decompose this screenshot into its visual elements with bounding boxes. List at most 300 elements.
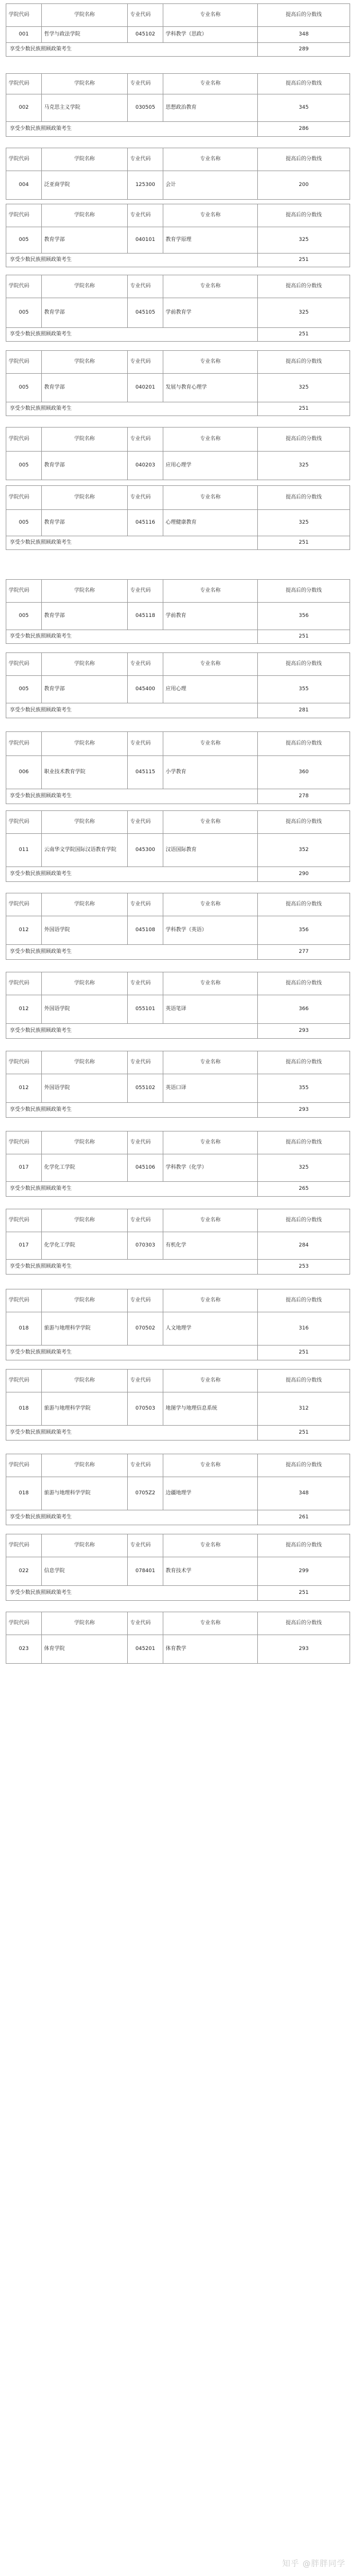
- college-name: 旅游与地理科学学院: [42, 1312, 128, 1346]
- minority-policy-label: 享受少数民族照顾政策考生: [6, 328, 258, 342]
- table-row: [6, 995, 350, 1024]
- major-name: 应用心理: [163, 676, 258, 703]
- score-line: 293: [258, 1635, 350, 1664]
- major-code: 045400: [128, 676, 163, 703]
- minority-policy-label: 享受少数民族照顾政策考生: [6, 630, 258, 644]
- minority-policy-score: 277: [258, 945, 350, 960]
- header-cell: 专业代码: [128, 148, 163, 171]
- header-row: [6, 811, 350, 834]
- major-name: 边疆地理学: [163, 1477, 258, 1510]
- table-row: [6, 1312, 350, 1346]
- header-cell: 专业名称: [163, 893, 258, 916]
- header-cell: 学院名称: [42, 1370, 128, 1392]
- header-cell: 学院名称: [42, 653, 128, 676]
- header-cell: 专业名称: [163, 4, 258, 27]
- header-row: [6, 580, 350, 603]
- header-cell: 专业代码: [128, 653, 163, 676]
- score-table: [6, 1369, 350, 1441]
- minority-policy-label: 享受少数民族照顾政策考生: [6, 536, 258, 550]
- score-line: 352: [258, 834, 350, 867]
- minority-policy-label: 享受少数民族照顾政策考生: [6, 254, 258, 267]
- college-code: 001: [6, 27, 42, 43]
- minority-policy-row: [6, 1103, 350, 1118]
- header-cell: 专业名称: [163, 204, 258, 227]
- header-cell: 学院代码: [6, 893, 42, 916]
- header-row: [6, 1612, 350, 1635]
- minority-policy-score: 253: [258, 1260, 350, 1275]
- header-cell: 学院名称: [42, 1289, 128, 1312]
- major-code: 045201: [128, 1635, 163, 1664]
- minority-policy-score: 251: [258, 1586, 350, 1601]
- score-line: 355: [258, 676, 350, 703]
- header-cell: 专业代码: [128, 486, 163, 510]
- major-name: 有机化学: [163, 1232, 258, 1260]
- header-cell: 提高后的分数线: [258, 204, 350, 227]
- header-cell: 学院名称: [42, 204, 128, 227]
- header-cell: 学院代码: [6, 972, 42, 995]
- header-cell: 学院名称: [42, 428, 128, 452]
- college-name: 旅游与地理科学学院: [42, 1392, 128, 1426]
- table-row: [6, 374, 350, 402]
- minority-policy-label: 享受少数民族照顾政策考生: [6, 945, 258, 960]
- college-code: 005: [6, 676, 42, 703]
- header-cell: 学院名称: [42, 1051, 128, 1074]
- college-code: 023: [6, 1635, 42, 1664]
- college-name: 教育学部: [42, 452, 128, 480]
- header-cell: 提高后的分数线: [258, 486, 350, 510]
- score-line: 316: [258, 1312, 350, 1346]
- header-cell: 提高后的分数线: [258, 148, 350, 171]
- major-name: 学科教学（英语）: [163, 916, 258, 945]
- college-name: 教育学部: [42, 676, 128, 703]
- major-name: 小学教育: [163, 756, 258, 789]
- table-row: [6, 452, 350, 480]
- header-row: [6, 428, 350, 452]
- header-cell: 学院名称: [42, 1454, 128, 1477]
- college-name: 信息学院: [42, 1557, 128, 1586]
- header-cell: 学院名称: [42, 74, 128, 94]
- major-code: 0705Z2: [128, 1477, 163, 1510]
- header-cell: 专业名称: [163, 1534, 258, 1557]
- major-code: 055101: [128, 995, 163, 1024]
- college-name: 教育学部: [42, 510, 128, 536]
- header-cell: 提高后的分数线: [258, 1131, 350, 1154]
- score-line: 325: [258, 1154, 350, 1182]
- header-cell: 提高后的分数线: [258, 732, 350, 756]
- major-name: 汉语国际教育: [163, 834, 258, 867]
- college-code: 005: [6, 374, 42, 402]
- header-cell: 学院名称: [42, 580, 128, 603]
- minority-policy-score: 251: [258, 402, 350, 416]
- header-cell: 专业代码: [128, 1612, 163, 1635]
- header-cell: 学院名称: [42, 811, 128, 834]
- table-row: [6, 1074, 350, 1103]
- college-code: 002: [6, 94, 42, 122]
- header-cell: 学院代码: [6, 811, 42, 834]
- college-code: 017: [6, 1232, 42, 1260]
- header-cell: 提高后的分数线: [258, 351, 350, 374]
- minority-policy-row: [6, 254, 350, 267]
- college-code: 005: [6, 510, 42, 536]
- header-cell: 学院名称: [42, 1131, 128, 1154]
- major-name: 心理健康教育: [163, 510, 258, 536]
- header-cell: 专业名称: [163, 580, 258, 603]
- college-code: 011: [6, 834, 42, 867]
- major-code: 055102: [128, 1074, 163, 1103]
- minority-policy-label: 享受少数民族照顾政策考生: [6, 1510, 258, 1525]
- major-code: 045116: [128, 510, 163, 536]
- header-cell: 专业名称: [163, 732, 258, 756]
- header-cell: 学院名称: [42, 351, 128, 374]
- header-cell: 学院代码: [6, 148, 42, 171]
- header-cell: 专业代码: [128, 580, 163, 603]
- minority-policy-score: 278: [258, 789, 350, 804]
- college-name: 化学化工学院: [42, 1154, 128, 1182]
- header-cell: 提高后的分数线: [258, 1209, 350, 1232]
- college-name: 教育学部: [42, 603, 128, 630]
- header-cell: 专业名称: [163, 1370, 258, 1392]
- minority-policy-row: [6, 1510, 350, 1525]
- header-row: [6, 893, 350, 916]
- major-name: 英语笔译: [163, 995, 258, 1024]
- table-row: [6, 171, 350, 200]
- header-row: [6, 732, 350, 756]
- minority-policy-row: [6, 630, 350, 644]
- header-cell: 提高后的分数线: [258, 972, 350, 995]
- score-table: [6, 1051, 350, 1118]
- header-cell: 学院代码: [6, 204, 42, 227]
- table-row: [6, 1635, 350, 1664]
- header-cell: 学院代码: [6, 1209, 42, 1232]
- minority-policy-label: 享受少数民族照顾政策考生: [6, 1426, 258, 1441]
- minority-policy-row: [6, 1586, 350, 1601]
- table-row: [6, 1392, 350, 1426]
- minority-policy-row: [6, 43, 350, 57]
- header-cell: 提高后的分数线: [258, 428, 350, 452]
- minority-policy-row: [6, 1426, 350, 1441]
- table-row: [6, 1557, 350, 1586]
- score-line: 325: [258, 510, 350, 536]
- header-cell: 提高后的分数线: [258, 1534, 350, 1557]
- header-row: [6, 1534, 350, 1557]
- header-cell: 学院名称: [42, 1534, 128, 1557]
- minority-policy-score: 261: [258, 1510, 350, 1525]
- major-name: 英语口译: [163, 1074, 258, 1103]
- major-code: 040203: [128, 452, 163, 480]
- score-table: [6, 1209, 350, 1275]
- score-table: [6, 731, 350, 804]
- score-line: 356: [258, 603, 350, 630]
- header-cell: 专业代码: [128, 1454, 163, 1477]
- college-code: 018: [6, 1392, 42, 1426]
- header-cell: 学院代码: [6, 1612, 42, 1635]
- header-cell: 专业名称: [163, 1131, 258, 1154]
- college-code: 004: [6, 171, 42, 200]
- major-name: 地图学与地理信息系统: [163, 1392, 258, 1426]
- minority-policy-row: [6, 867, 350, 882]
- header-cell: 学院名称: [42, 486, 128, 510]
- header-cell: 专业名称: [163, 1209, 258, 1232]
- minority-policy-score: 251: [258, 328, 350, 342]
- header-cell: 提高后的分数线: [258, 275, 350, 298]
- college-code: 005: [6, 298, 42, 328]
- major-code: 078401: [128, 1557, 163, 1586]
- score-table: [6, 1534, 350, 1601]
- score-line: 355: [258, 1074, 350, 1103]
- header-row: [6, 275, 350, 298]
- header-cell: 专业代码: [128, 811, 163, 834]
- minority-policy-score: 251: [258, 1346, 350, 1360]
- major-code: 040201: [128, 374, 163, 402]
- college-code: 012: [6, 916, 42, 945]
- minority-policy-label: 享受少数民族照顾政策考生: [6, 1103, 258, 1118]
- header-cell: 提高后的分数线: [258, 653, 350, 676]
- header-cell: 专业代码: [128, 1289, 163, 1312]
- header-cell: 学院代码: [6, 732, 42, 756]
- header-cell: 专业名称: [163, 275, 258, 298]
- header-cell: 学院代码: [6, 4, 42, 27]
- header-cell: 学院代码: [6, 653, 42, 676]
- major-name: 体育教学: [163, 1635, 258, 1664]
- minority-policy-row: [6, 1260, 350, 1275]
- score-line: 325: [258, 227, 350, 254]
- major-code: 045108: [128, 916, 163, 945]
- header-cell: 专业代码: [128, 1534, 163, 1557]
- table-row: [6, 676, 350, 703]
- score-table: [6, 579, 350, 644]
- header-cell: 学院代码: [6, 1370, 42, 1392]
- header-row: [6, 74, 350, 94]
- header-cell: 专业代码: [128, 893, 163, 916]
- major-code: 070503: [128, 1392, 163, 1426]
- header-cell: 专业名称: [163, 428, 258, 452]
- major-name: 思想政治教育: [163, 94, 258, 122]
- score-line: 360: [258, 756, 350, 789]
- header-cell: 专业代码: [128, 972, 163, 995]
- minority-policy-label: 享受少数民族照顾政策考生: [6, 1024, 258, 1039]
- minority-policy-row: [6, 1182, 350, 1197]
- score-line: 325: [258, 452, 350, 480]
- header-cell: 提高后的分数线: [258, 74, 350, 94]
- table-row: [6, 94, 350, 122]
- minority-policy-label: 享受少数民族照顾政策考生: [6, 122, 258, 137]
- score-line: 299: [258, 1557, 350, 1586]
- header-cell: 学院名称: [42, 1612, 128, 1635]
- minority-policy-score: 251: [258, 630, 350, 644]
- header-cell: 专业代码: [128, 428, 163, 452]
- college-name: 外国语学院: [42, 1074, 128, 1103]
- table-row: [6, 756, 350, 789]
- major-code: 045102: [128, 27, 163, 43]
- major-code: 045105: [128, 298, 163, 328]
- minority-policy-score: 286: [258, 122, 350, 137]
- college-name: 化学化工学院: [42, 1232, 128, 1260]
- college-name: 哲学与政法学院: [42, 27, 128, 43]
- score-table: [6, 73, 350, 137]
- header-cell: 学院名称: [42, 893, 128, 916]
- table-row: [6, 298, 350, 328]
- major-code: 030505: [128, 94, 163, 122]
- minority-policy-label: 享受少数民族照顾政策考生: [6, 703, 258, 718]
- table-row: [6, 1232, 350, 1260]
- college-code: 006: [6, 756, 42, 789]
- major-code: 045118: [128, 603, 163, 630]
- college-code: 018: [6, 1312, 42, 1346]
- score-table: [6, 204, 350, 267]
- major-name: 人文地理学: [163, 1312, 258, 1346]
- minority-policy-label: 享受少数民族照顾政策考生: [6, 1346, 258, 1360]
- table-row: [6, 916, 350, 945]
- header-row: [6, 1289, 350, 1312]
- major-code: 125300: [128, 171, 163, 200]
- major-code: 045115: [128, 756, 163, 789]
- header-cell: 提高后的分数线: [258, 1612, 350, 1635]
- major-name: 学前教育学: [163, 298, 258, 328]
- header-cell: 提高后的分数线: [258, 1289, 350, 1312]
- score-table: [6, 1289, 350, 1360]
- minority-policy-row: [6, 703, 350, 718]
- minority-policy-score: 251: [258, 254, 350, 267]
- header-cell: 提高后的分数线: [258, 1454, 350, 1477]
- header-cell: 学院名称: [42, 732, 128, 756]
- table-row: [6, 510, 350, 536]
- minority-policy-label: 享受少数民族照顾政策考生: [6, 1182, 258, 1197]
- major-name: 学科教学（化学）: [163, 1154, 258, 1182]
- header-cell: 专业名称: [163, 351, 258, 374]
- header-cell: 专业代码: [128, 1131, 163, 1154]
- minority-policy-label: 享受少数民族照顾政策考生: [6, 867, 258, 882]
- header-cell: 专业名称: [163, 811, 258, 834]
- score-line: 200: [258, 171, 350, 200]
- college-name: 职业技术教育学院: [42, 756, 128, 789]
- minority-policy-label: 享受少数民族照顾政策考生: [6, 789, 258, 804]
- header-cell: 专业代码: [128, 74, 163, 94]
- major-code: 070303: [128, 1232, 163, 1260]
- college-code: 022: [6, 1557, 42, 1586]
- score-table: [6, 485, 350, 550]
- header-cell: 专业代码: [128, 351, 163, 374]
- major-name: 发展与教育心理学: [163, 374, 258, 402]
- header-cell: 专业名称: [163, 148, 258, 171]
- score-line: 366: [258, 995, 350, 1024]
- minority-policy-score: 293: [258, 1024, 350, 1039]
- header-cell: 学院代码: [6, 1131, 42, 1154]
- header-row: [6, 1454, 350, 1477]
- score-line: 325: [258, 298, 350, 328]
- header-cell: 专业名称: [163, 486, 258, 510]
- header-cell: 学院代码: [6, 580, 42, 603]
- major-name: 教育技术学: [163, 1557, 258, 1586]
- major-code: 045300: [128, 834, 163, 867]
- score-line: 345: [258, 94, 350, 122]
- score-table: [6, 652, 350, 718]
- college-code: 018: [6, 1477, 42, 1510]
- header-cell: 提高后的分数线: [258, 1051, 350, 1074]
- college-name: 外国语学院: [42, 916, 128, 945]
- score-table: [6, 427, 350, 480]
- score-table: [6, 275, 350, 342]
- score-line: 325: [258, 374, 350, 402]
- header-row: [6, 1209, 350, 1232]
- header-cell: 专业代码: [128, 204, 163, 227]
- minority-policy-score: 281: [258, 703, 350, 718]
- major-name: 会计: [163, 171, 258, 200]
- score-table: [6, 893, 350, 960]
- score-table: [6, 148, 350, 200]
- header-cell: 专业代码: [128, 1209, 163, 1232]
- header-cell: 学院代码: [6, 486, 42, 510]
- minority-policy-score: 293: [258, 1103, 350, 1118]
- minority-policy-row: [6, 1346, 350, 1360]
- score-table: [6, 3, 350, 57]
- score-table: [6, 810, 350, 882]
- college-name: 体育学院: [42, 1635, 128, 1664]
- minority-policy-score: 251: [258, 1426, 350, 1441]
- header-cell: 学院名称: [42, 148, 128, 171]
- header-row: [6, 148, 350, 171]
- college-name: 云南华文学院国际汉语教育学院: [42, 834, 128, 867]
- minority-policy-score: 251: [258, 536, 350, 550]
- header-cell: 专业名称: [163, 1289, 258, 1312]
- minority-policy-score: 289: [258, 43, 350, 57]
- header-cell: 专业名称: [163, 1051, 258, 1074]
- score-table: [6, 350, 350, 416]
- minority-policy-score: 265: [258, 1182, 350, 1197]
- college-name: 旅游与地理科学学院: [42, 1477, 128, 1510]
- table-row: [6, 227, 350, 254]
- score-table: [6, 1131, 350, 1197]
- college-name: 马克思主义学院: [42, 94, 128, 122]
- header-cell: 专业名称: [163, 972, 258, 995]
- college-name: 泛亚商学院: [42, 171, 128, 200]
- major-name: 教育学原理: [163, 227, 258, 254]
- header-cell: 专业代码: [128, 4, 163, 27]
- watermark: 知乎 @胖胖同学: [282, 2559, 346, 2569]
- college-code: 005: [6, 603, 42, 630]
- header-cell: 学院代码: [6, 1454, 42, 1477]
- table-row: [6, 1477, 350, 1510]
- header-cell: 提高后的分数线: [258, 893, 350, 916]
- table-row: [6, 834, 350, 867]
- header-cell: 专业名称: [163, 74, 258, 94]
- header-cell: 提高后的分数线: [258, 580, 350, 603]
- header-cell: 专业代码: [128, 1370, 163, 1392]
- college-code: 005: [6, 452, 42, 480]
- score-table: [6, 1454, 350, 1525]
- header-cell: 学院代码: [6, 1289, 42, 1312]
- score-line: 348: [258, 1477, 350, 1510]
- minority-policy-row: [6, 328, 350, 342]
- table-row: [6, 603, 350, 630]
- score-table: [6, 972, 350, 1039]
- college-code: 017: [6, 1154, 42, 1182]
- header-cell: 学院名称: [42, 275, 128, 298]
- minority-policy-row: [6, 789, 350, 804]
- header-cell: 学院名称: [42, 972, 128, 995]
- header-cell: 学院代码: [6, 428, 42, 452]
- header-row: [6, 204, 350, 227]
- header-cell: 专业代码: [128, 1051, 163, 1074]
- minority-policy-label: 享受少数民族照顾政策考生: [6, 402, 258, 416]
- major-code: 040101: [128, 227, 163, 254]
- minority-policy-row: [6, 1024, 350, 1039]
- major-code: 045106: [128, 1154, 163, 1182]
- minority-policy-row: [6, 945, 350, 960]
- header-cell: 专业名称: [163, 1612, 258, 1635]
- header-cell: 提高后的分数线: [258, 1370, 350, 1392]
- major-code: 070502: [128, 1312, 163, 1346]
- score-line: 312: [258, 1392, 350, 1426]
